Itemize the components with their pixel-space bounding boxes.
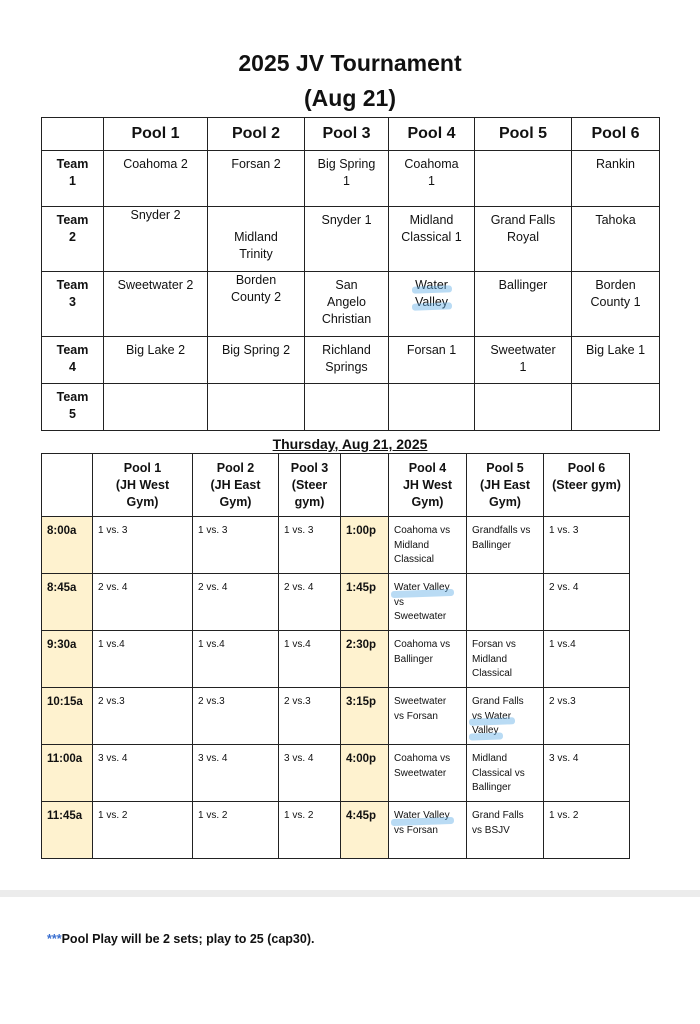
cell-line: Coahoma vs: [394, 753, 451, 764]
cell-line: Forsan 2: [231, 157, 281, 171]
cell-line: Grand Falls: [472, 810, 524, 821]
morning-time: 8:00a: [42, 517, 93, 574]
pool3-match: 2 vs.3: [279, 688, 341, 745]
pool5-match: [467, 517, 544, 574]
cell-line: Classical 1: [401, 230, 462, 244]
cell-line: Ballinger: [498, 278, 548, 292]
cell-line: Big Spring 2: [221, 343, 291, 357]
cell-line: 1: [343, 174, 350, 188]
pool1-match: 3 vs. 4: [93, 745, 193, 802]
team-cell: [208, 272, 305, 337]
cell-line: Gym): [126, 495, 159, 509]
pool-header-1: Pool 1: [104, 118, 208, 151]
cell-line: Sweetwater: [490, 343, 556, 357]
team-label: [42, 151, 104, 207]
team-cell: [208, 337, 305, 384]
cell-line: Big Lake 1: [585, 343, 646, 357]
schedule-header: [279, 454, 341, 517]
cell-line: Ballinger: [472, 539, 511, 551]
cell-line: Grandfalls vs: [472, 525, 531, 536]
afternoon-time: 3:15p: [341, 688, 389, 745]
cell-line: Trinity: [239, 247, 273, 261]
cell-line: County 1: [590, 295, 641, 309]
cell-line: Coahoma: [404, 157, 459, 171]
pool5-match: [467, 745, 544, 802]
schedule-header: [93, 454, 193, 517]
cell-line: Springs: [325, 360, 368, 374]
team-cell: [389, 207, 475, 272]
team-cell: [104, 272, 208, 337]
cell-line: (JH West: [115, 478, 170, 492]
cell-line: 1: [519, 360, 527, 374]
team-cell: [104, 151, 208, 207]
pool6-match: 3 vs. 4: [544, 745, 630, 802]
pool5-match: [467, 688, 544, 745]
cell-line: Midland: [472, 753, 508, 764]
pool3-match: 2 vs. 4: [279, 574, 341, 631]
team-cell: [572, 384, 660, 431]
cell-line: Midland: [234, 230, 278, 244]
cell-line: (Steer: [291, 478, 328, 492]
schedule-header: [193, 454, 279, 517]
cell-line: Pool 3: [290, 461, 329, 475]
corner-cell: [42, 118, 104, 151]
team-cell: [305, 272, 389, 337]
pool4-match: [389, 574, 467, 631]
schedule-row: [42, 688, 630, 745]
afternoon-time: 4:00p: [341, 745, 389, 802]
team-cell: [475, 151, 572, 207]
team-cell: [104, 384, 208, 431]
cell-line: Pool 2: [216, 461, 255, 475]
team-cell: [475, 272, 572, 337]
schedule-row: [42, 574, 630, 631]
cell-line: Midland: [409, 213, 454, 227]
pool3-match: 1 vs.4: [279, 631, 341, 688]
pool2-match: 1 vs.4: [193, 631, 279, 688]
team-cell: [104, 337, 208, 384]
cell-line: (JH East: [479, 478, 531, 492]
cell-line: Team: [56, 278, 89, 292]
morning-time: 11:45a: [42, 802, 93, 859]
cell-line: Borden: [235, 273, 277, 287]
team-cell: [572, 151, 660, 207]
pool1-match: 1 vs. 3: [93, 517, 193, 574]
afternoon-time: 4:45p: [341, 802, 389, 859]
pool4-match: [389, 745, 467, 802]
pool1-match: 2 vs. 4: [93, 574, 193, 631]
pool6-match: 1 vs. 2: [544, 802, 630, 859]
schedule-row: [42, 631, 630, 688]
cell-line: Tahoka: [595, 213, 636, 227]
cell-line: Coahoma vs: [394, 639, 451, 650]
cell-line: Snyder 1: [321, 213, 372, 227]
cell-line: Forsan vs: [472, 639, 516, 650]
cell-line: 4: [69, 360, 76, 374]
schedule-header: [544, 454, 630, 517]
pool4-match: [389, 802, 467, 859]
cell-line: 3: [69, 295, 76, 309]
cell-line: Sweetwater: [394, 767, 447, 779]
team-cell: [208, 384, 305, 431]
afternoon-time: 1:45p: [341, 574, 389, 631]
morning-time: 10:15a: [42, 688, 93, 745]
cell-line: Forsan 1: [406, 343, 457, 357]
schedule-header: [389, 454, 467, 517]
pool-header-4: Pool 4: [389, 118, 475, 151]
cell-line: Gym): [489, 495, 521, 509]
pool-header-2: Pool 2: [208, 118, 305, 151]
team-cell: [389, 272, 475, 337]
cell-line: Gym): [219, 495, 252, 509]
team-cell: [305, 207, 389, 272]
cell-line: Ballinger: [394, 653, 433, 665]
cell-line: 2: [69, 230, 76, 244]
cell-line: Borden: [595, 278, 636, 292]
cell-line: Water: [415, 278, 448, 292]
pool2-match: 2 vs. 4: [193, 574, 279, 631]
cell-line: Ballinger: [472, 782, 511, 793]
cell-line: Sweetwater: [394, 611, 447, 622]
note-text: Pool Play will be 2 sets; play to 25 (cap30).: [61, 932, 315, 946]
team-cell: [475, 337, 572, 384]
pool-play-note: [47, 932, 314, 946]
schedule-row: [42, 802, 630, 859]
team-cell: [475, 207, 572, 272]
pool1-match: 1 vs. 2: [93, 802, 193, 859]
morning-time: 9:30a: [42, 631, 93, 688]
cell-line: Pool 4: [408, 461, 447, 475]
schedule-row: [42, 745, 630, 802]
team-label: [42, 384, 104, 431]
team-row: [42, 151, 660, 207]
team-cell: [305, 151, 389, 207]
cell-line: Pool 6: [567, 461, 606, 475]
team-cell: [572, 207, 660, 272]
team-cell: [389, 337, 475, 384]
pool5-match: [467, 574, 544, 631]
cell-line: Sweetwater 2: [117, 278, 194, 292]
cell-line: vs Forsan: [394, 710, 438, 722]
cell-line: Gym): [411, 495, 444, 509]
cell-line: Big Spring: [317, 157, 376, 171]
pool-assignments-table: [41, 117, 660, 431]
pool2-match: 1 vs. 2: [193, 802, 279, 859]
pool-header-6: Pool 6: [572, 118, 660, 151]
team-label: [42, 207, 104, 272]
cell-line: vs Forsan: [394, 824, 438, 836]
schedule-date-heading: Thursday, Aug 21, 2025: [272, 436, 428, 452]
afternoon-time: 1:00p: [341, 517, 389, 574]
cell-line: Pool 5: [486, 461, 524, 475]
schedule-header: [341, 454, 389, 517]
title-line-1: 2025 JV Tournament: [238, 50, 462, 76]
pool2-match: 3 vs. 4: [193, 745, 279, 802]
morning-time: 8:45a: [42, 574, 93, 631]
schedule-table: [41, 453, 630, 859]
team-cell: [305, 384, 389, 431]
pool6-match: 1 vs. 3: [544, 517, 630, 574]
cell-line: Christian: [321, 312, 372, 326]
cell-line: Team: [56, 157, 89, 171]
pool1-match: 2 vs.3: [93, 688, 193, 745]
cell-line: Team: [56, 390, 89, 404]
cell-line: 5: [69, 407, 76, 421]
pool2-match: 1 vs. 3: [193, 517, 279, 574]
document-page-2: [0, 897, 700, 1024]
team-row: [42, 272, 660, 337]
cell-line: Grand Falls: [472, 696, 524, 707]
pool5-match: [467, 631, 544, 688]
cell-line: Angelo: [327, 295, 366, 309]
pool2-match: 2 vs.3: [193, 688, 279, 745]
pool6-match: 2 vs. 4: [544, 574, 630, 631]
pool3-match: 1 vs. 3: [279, 517, 341, 574]
cell-line: Richland: [322, 343, 371, 357]
cell-line: Rankin: [596, 157, 635, 171]
cell-line: JH West: [402, 478, 453, 492]
cell-line: (Steer gym): [552, 478, 621, 492]
team-cell: [104, 207, 208, 272]
pool5-match: [467, 802, 544, 859]
team-cell: [305, 337, 389, 384]
cell-line: (JH East: [210, 478, 261, 492]
cell-line: Classical vs: [472, 767, 525, 779]
pool-header-3: Pool 3: [305, 118, 389, 151]
cell-line: Team: [56, 343, 89, 357]
cell-line: Grand Falls: [490, 213, 556, 227]
team-cell: [208, 207, 305, 272]
team-row: [42, 384, 660, 431]
cell-line: Midland: [472, 653, 508, 665]
pool3-match: 3 vs. 4: [279, 745, 341, 802]
cell-line: vs: [394, 596, 404, 608]
team-cell: [389, 151, 475, 207]
team-cell: [389, 384, 475, 431]
pool-header-5: Pool 5: [475, 118, 572, 151]
team-cell: [572, 337, 660, 384]
pool3-match: 1 vs. 2: [279, 802, 341, 859]
pool6-match: 1 vs.4: [544, 631, 630, 688]
cell-line: vs BSJV: [472, 824, 510, 836]
cell-line: gym): [294, 495, 325, 509]
pool4-match: [389, 688, 467, 745]
cell-line: San: [335, 278, 358, 292]
cell-line: Classical: [394, 554, 435, 565]
cell-line: Midland: [394, 539, 430, 551]
team-cell: [475, 384, 572, 431]
cell-line: County 2: [230, 290, 282, 304]
pool1-match: 1 vs.4: [93, 631, 193, 688]
cell-line: Coahoma 2: [123, 157, 188, 171]
team-cell: [208, 151, 305, 207]
schedule-row: [42, 517, 630, 574]
cell-line: Valley: [472, 724, 499, 739]
cell-line: Classical: [472, 668, 513, 679]
cell-line: vs Water: [472, 710, 511, 725]
note-stars: ***: [47, 932, 62, 946]
team-row: [42, 337, 660, 384]
pool4-match: [389, 631, 467, 688]
schedule-header: [467, 454, 544, 517]
morning-time: 11:00a: [42, 745, 93, 802]
cell-line: Sweetwater: [394, 696, 447, 707]
cell-line: Water Valley: [394, 581, 450, 596]
cell-line: Snyder 2: [130, 208, 181, 222]
cell-line: Team: [56, 213, 89, 227]
schedule-header: [42, 454, 93, 517]
team-row: [42, 207, 660, 272]
cell-line: Big Lake 2: [125, 343, 186, 357]
cell-line: 1: [428, 174, 435, 188]
pool4-match: [389, 517, 467, 574]
cell-line: Coahoma vs: [394, 525, 451, 536]
title-line-2: (Aug 21): [304, 85, 396, 111]
afternoon-time: 2:30p: [341, 631, 389, 688]
team-cell: [572, 272, 660, 337]
cell-line: Pool 1: [123, 461, 162, 475]
cell-line: Water Valley: [394, 809, 450, 824]
team-label: [42, 272, 104, 337]
cell-line: Valley: [414, 295, 449, 309]
cell-line: Royal: [507, 230, 539, 244]
team-label: [42, 337, 104, 384]
cell-line: 1: [69, 174, 76, 188]
pool6-match: 2 vs.3: [544, 688, 630, 745]
